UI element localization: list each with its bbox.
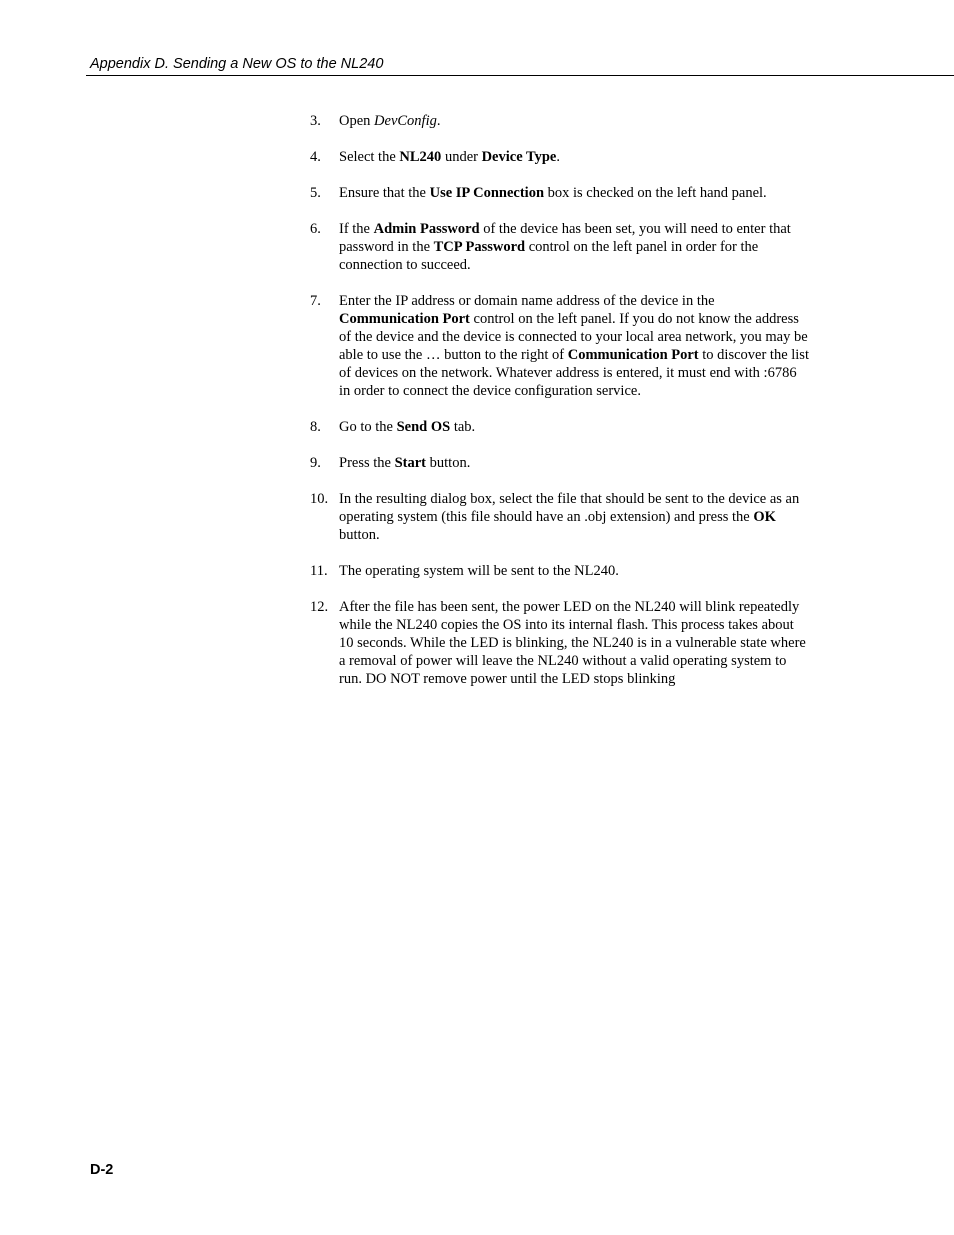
step-number: 8. xyxy=(310,419,321,435)
step-number: 3. xyxy=(310,113,321,129)
step-number: 12. xyxy=(310,599,329,615)
step-text-segment: control on the left panel. If you do not know the address of the device and the device is connected to your local area network, you may be able to use the … button to the right of xyxy=(339,311,808,363)
step-item xyxy=(310,112,810,130)
step-text xyxy=(339,418,810,436)
step-item xyxy=(310,490,810,544)
step-item xyxy=(310,184,810,202)
step-text-segment: box is checked on the left hand panel. xyxy=(544,185,767,201)
step-item xyxy=(310,292,810,400)
header-divider xyxy=(86,75,954,76)
step-text-segment: The operating system will be sent to the NL240. xyxy=(339,563,619,579)
step-item xyxy=(310,148,810,166)
page-header-title: Appendix D. Sending a New OS to the NL240 xyxy=(90,56,384,72)
ui-term: Communication Port xyxy=(567,347,699,363)
ui-term: Send OS xyxy=(396,419,451,435)
step-text-segment: Ensure that the xyxy=(339,185,430,201)
step-text-segment: If the xyxy=(339,221,374,237)
step-number: 6. xyxy=(310,221,321,237)
step-text-segment: In the resulting dialog box, select the file that should be sent to the device as an operating system (this file should have an .obj extension) and press the xyxy=(339,491,800,525)
step-number: 10. xyxy=(310,491,329,507)
step-text-segment: . xyxy=(436,113,441,129)
ui-term: Admin Password xyxy=(373,221,480,237)
step-text-segment: button. xyxy=(426,455,471,471)
step-item xyxy=(310,454,810,472)
step-text xyxy=(339,148,810,166)
step-text-segment: Enter the IP address or domain name address of the device in the xyxy=(339,293,715,309)
step-text-segment: After the file has been sent, the power LED on the NL240 will blink repeatedly while the NL240 copies the OS into its internal flash. This process takes about 10 seconds. While the LED is blinking, the NL240 is in a vulnerable state where a removal of power will leave the NL240 without a valid operating system to run. DO NOT remove power until the LED stops blinking xyxy=(339,599,806,687)
numbered-step-list xyxy=(310,112,810,706)
step-text xyxy=(339,184,810,202)
step-number: 5. xyxy=(310,185,321,201)
step-text xyxy=(339,490,810,544)
ui-term: OK xyxy=(753,509,776,525)
step-text xyxy=(339,112,810,130)
ui-term: Communication Port xyxy=(339,311,470,327)
ui-term: Use IP Connection xyxy=(429,185,545,201)
step-number: 11. xyxy=(310,563,328,579)
step-text xyxy=(339,292,810,400)
step-text-segment: Select the xyxy=(339,149,400,165)
step-number: 9. xyxy=(310,455,321,471)
step-text-segment: Press the xyxy=(339,455,395,471)
ui-term: TCP Password xyxy=(433,239,526,255)
step-text-segment: Go to the xyxy=(339,419,397,435)
step-text-segment: control on the left panel in order for the connection to succeed. xyxy=(339,239,759,273)
step-text-segment: tab. xyxy=(450,419,476,435)
step-text xyxy=(339,454,810,472)
page-number: D-2 xyxy=(90,1162,114,1178)
step-text-segment: . xyxy=(556,149,560,165)
step-text xyxy=(339,220,810,274)
step-item xyxy=(310,598,810,688)
step-text-segment: button. xyxy=(339,527,380,543)
ui-term: NL240 xyxy=(399,149,442,165)
step-item xyxy=(310,220,810,274)
step-number: 4. xyxy=(310,149,321,165)
ui-term: Start xyxy=(394,455,427,471)
step-text-segment: under xyxy=(441,149,482,165)
step-item xyxy=(310,562,810,580)
ui-term: Device Type xyxy=(481,149,557,165)
step-text xyxy=(339,598,810,688)
step-text-segment: to discover the list of devices on the network. Whatever address is entered, it must end with :6786 in order to connect the device configuration service. xyxy=(339,347,809,399)
step-number: 7. xyxy=(310,293,321,309)
step-item xyxy=(310,418,810,436)
program-name: DevConfig xyxy=(374,113,437,129)
step-text xyxy=(339,562,810,580)
step-text-segment: of the device has been set, you will need to enter that password in the xyxy=(339,221,791,255)
step-text-segment: Open xyxy=(339,113,375,129)
